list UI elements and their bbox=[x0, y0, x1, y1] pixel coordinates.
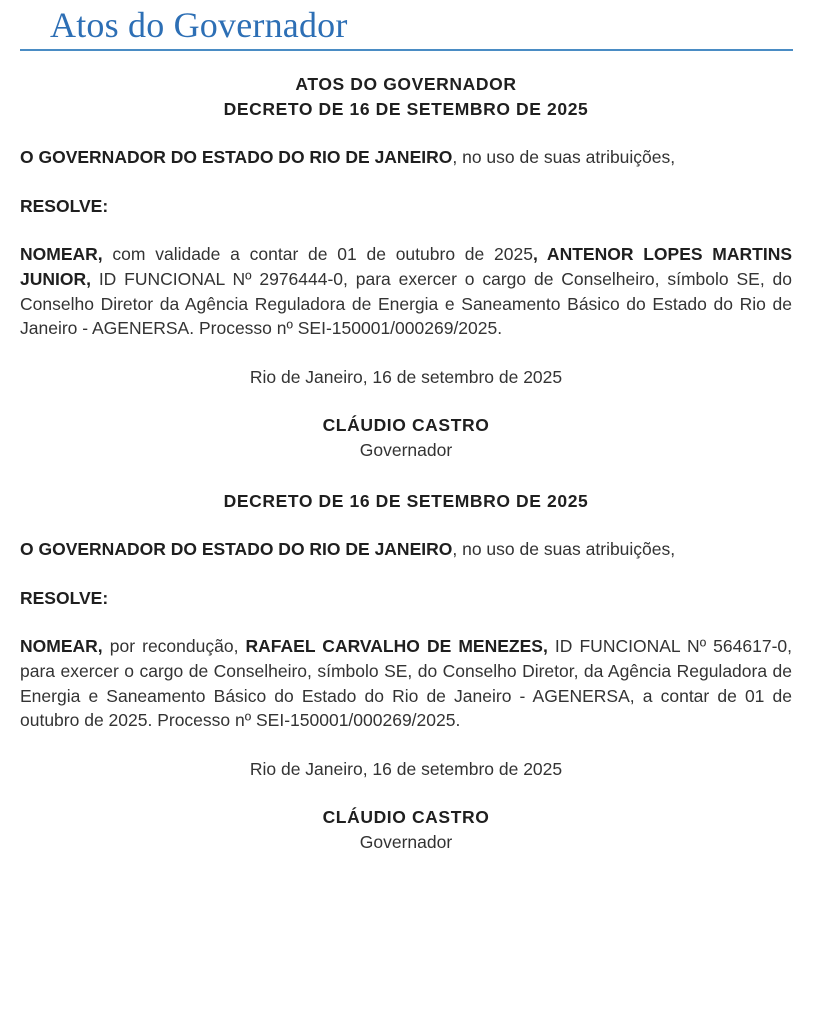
decree-body-bold-2: RAFAEL CARVALHO DE MENEZES, bbox=[245, 636, 548, 657]
signer-role: Governador bbox=[359, 439, 453, 460]
document-body bbox=[20, 72, 792, 854]
decree-intro-bold: O GOVERNADOR DO ESTADO DO RIO DE JANEIRO bbox=[20, 147, 453, 168]
decree-body-text-2: ID FUNCIONAL Nº 2976444-0, para exercer o cargo de Conselheiro, símbolo SE, do Conselho Diretor da Agência Reguladora de Energia e Saneamento Básico do Estado do Rio de Janeiro - AGENERSA. Processo nº SEI-150001/000269/2025. bbox=[20, 268, 792, 339]
decree-intro bbox=[20, 537, 792, 562]
decree-body bbox=[20, 634, 792, 732]
decree-body-bold-1: NOMEAR, bbox=[20, 636, 103, 657]
decree-resolve: RESOLVE: bbox=[20, 587, 109, 608]
decree-body bbox=[20, 242, 792, 340]
decree-body-text-1: por recondução, bbox=[102, 636, 246, 657]
decree-place-date: Rio de Janeiro, 16 de setembro de 2025 bbox=[249, 758, 563, 779]
decree-resolve: RESOLVE: bbox=[20, 195, 109, 216]
decree-body-text-2: ID FUNCIONAL Nº 564617-0, para exercer o cargo de Conselheiro, símbolo SE, do Conselho Diretor, da Agência Reguladora de Energia e Saneamento Básico do Estado do Rio de Janeiro - AGENERSA, a contar de 01 de outubro de 2025. Processo nº SEI-150001/000269/2025. bbox=[20, 636, 792, 731]
decree-intro-rest: , no uso de suas atribuições, bbox=[452, 539, 676, 560]
decree-2 bbox=[20, 489, 792, 855]
section-header bbox=[20, 0, 793, 51]
decree-intro bbox=[20, 145, 792, 170]
decree-intro-bold: O GOVERNADOR DO ESTADO DO RIO DE JANEIRO bbox=[20, 539, 453, 560]
decree-place-date: Rio de Janeiro, 16 de setembro de 2025 bbox=[249, 366, 563, 387]
decree-title: DECRETO DE 16 DE SETEMBRO DE 2025 bbox=[223, 490, 589, 511]
decree-title: DECRETO DE 16 DE SETEMBRO DE 2025 bbox=[223, 98, 589, 119]
decree-body-bold-1: NOMEAR, bbox=[20, 244, 103, 265]
decree-body-text-1: com validade a contar de 01 de outubro de 2025 bbox=[102, 244, 533, 265]
signer-role: Governador bbox=[359, 831, 453, 852]
section-title: ATOS DO GOVERNADOR bbox=[295, 74, 517, 94]
decree-intro-rest: , no uso de suas atribuições, bbox=[452, 147, 676, 168]
signer-name: CLÁUDIO CASTRO bbox=[322, 415, 490, 436]
decree-1 bbox=[20, 97, 792, 463]
signer-name: CLÁUDIO CASTRO bbox=[322, 807, 490, 828]
decree-body-bold-2: , ANTENOR LOPES MARTINS JUNIOR, bbox=[20, 244, 793, 289]
section-header-title: Atos do Governador bbox=[50, 5, 348, 45]
